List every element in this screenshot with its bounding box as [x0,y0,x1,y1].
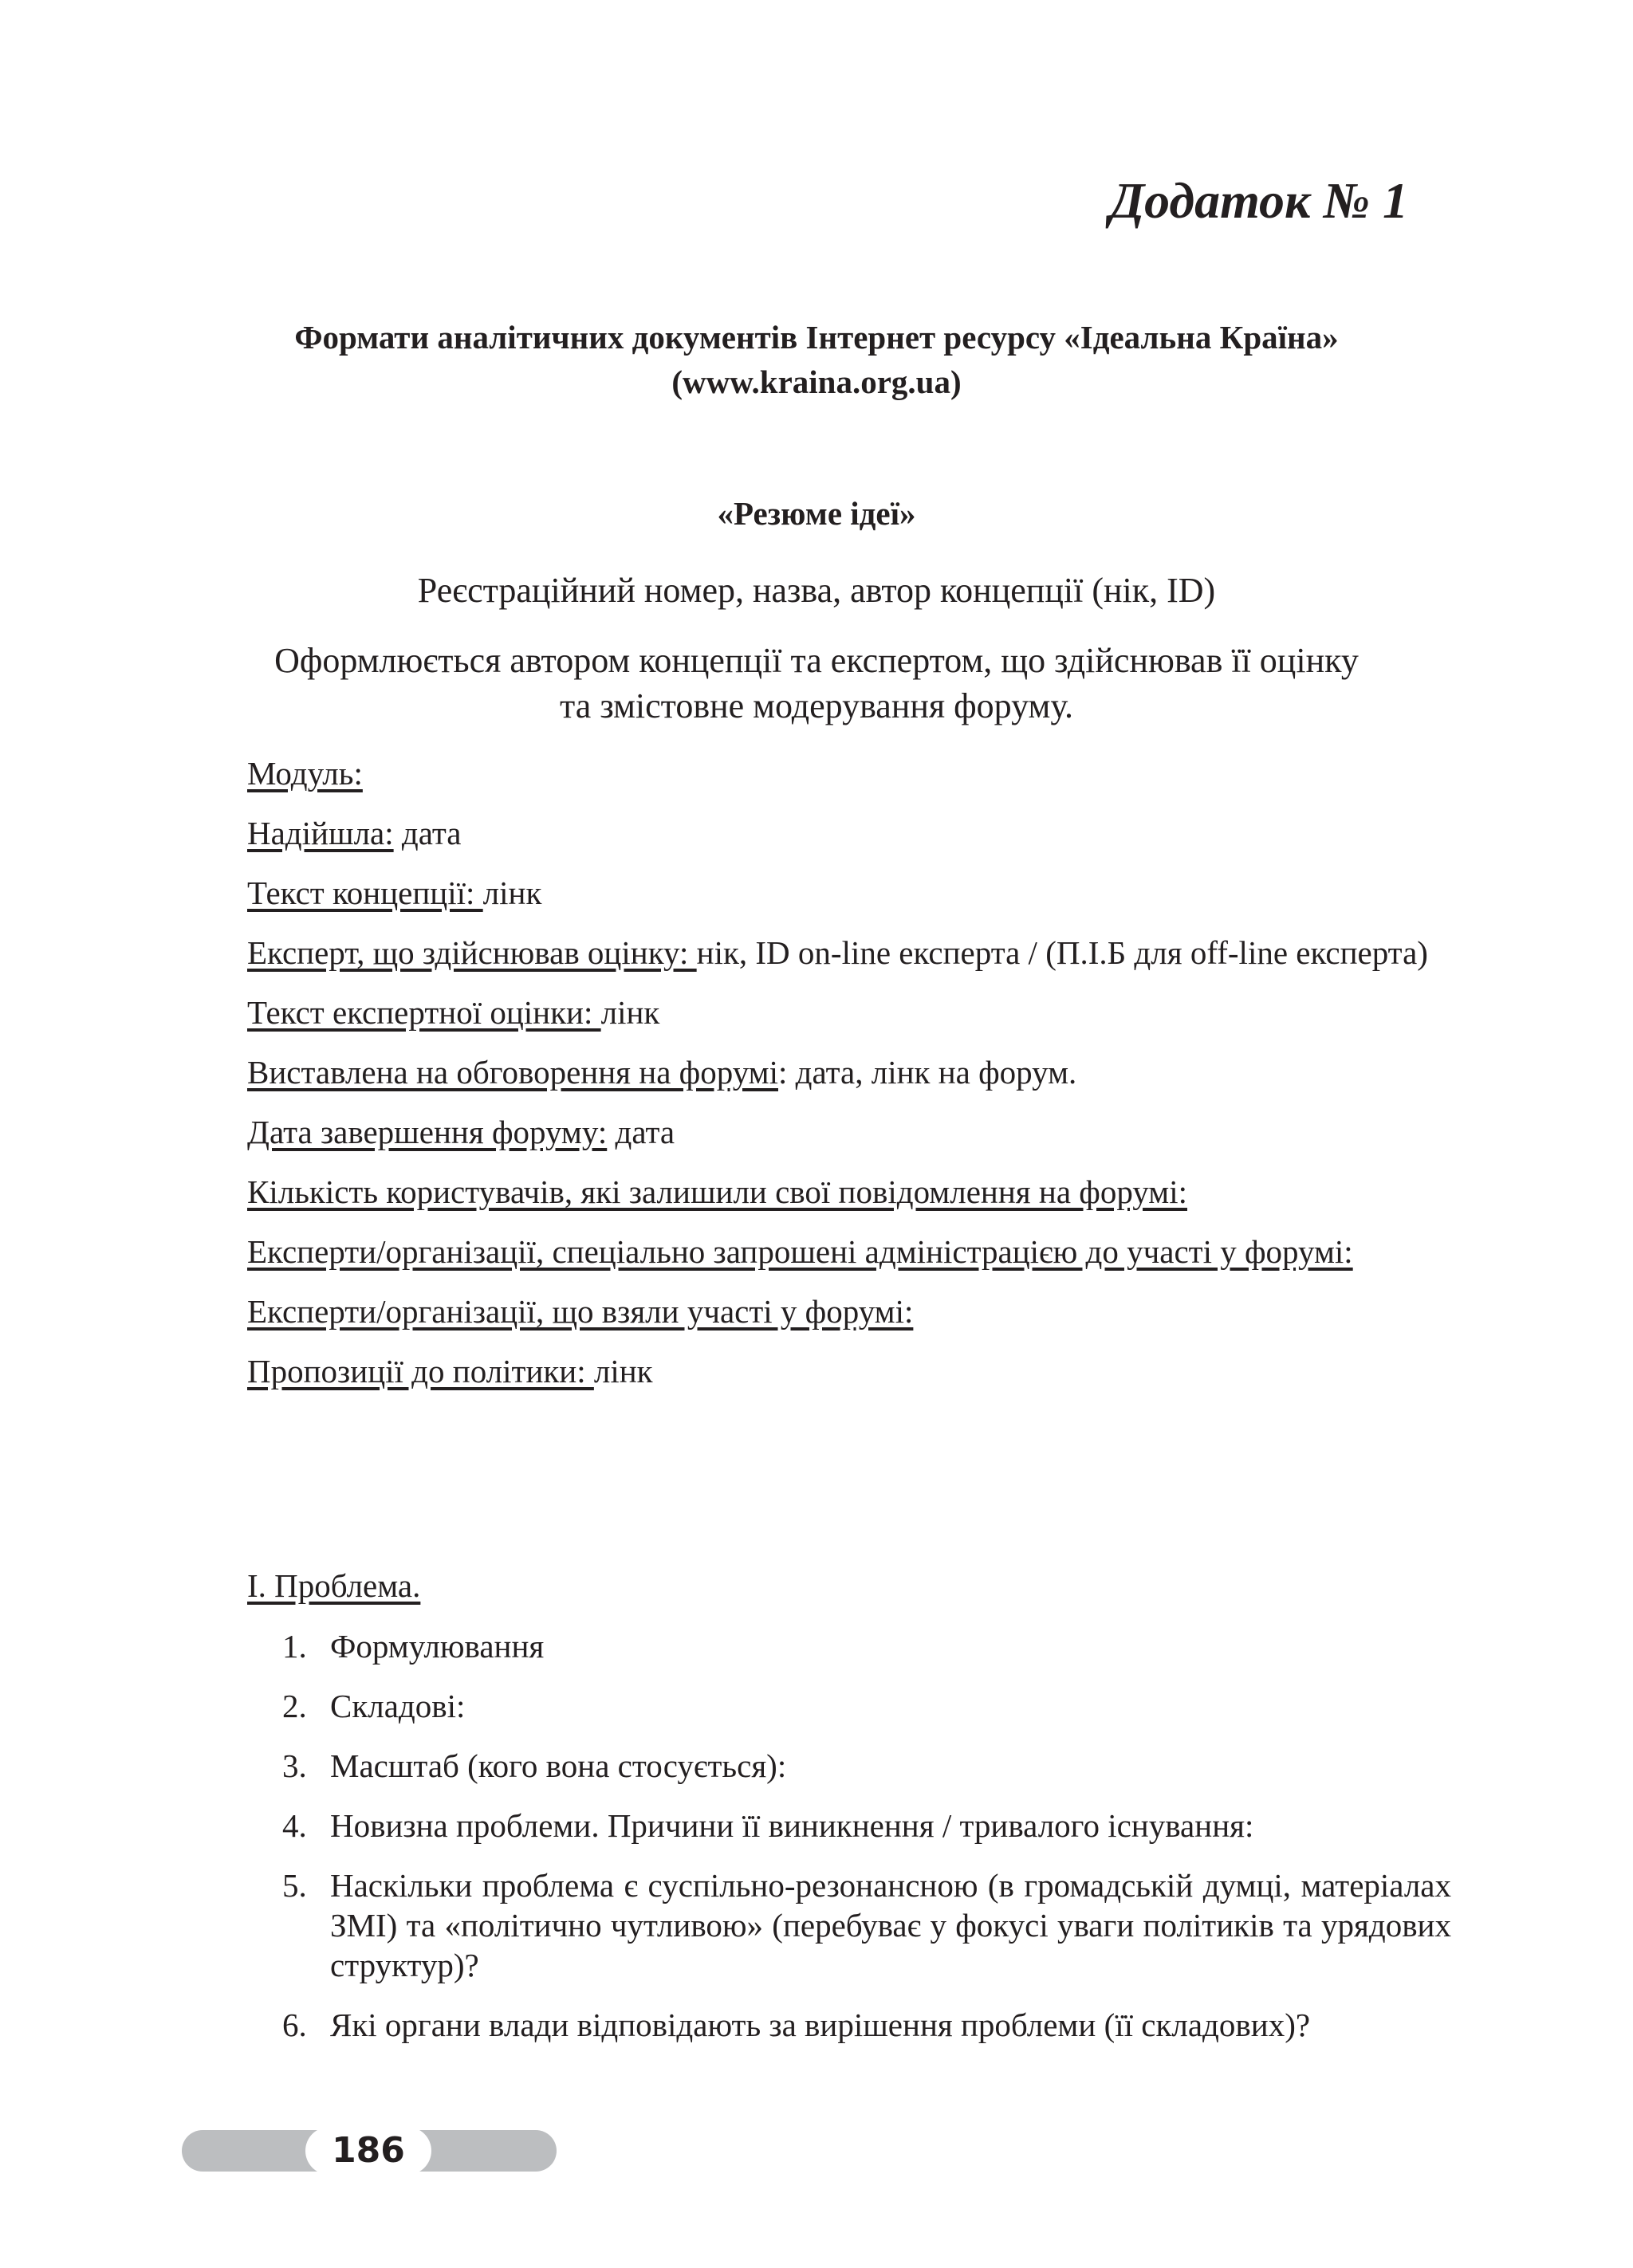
field-label: Кількість користувачів, які залишили свої повідомлення на форумі: [247,1173,1187,1210]
field-participating-experts [179,1291,1451,1331]
registration-line: Реєстраційний номер, назва, автор концепції (нік, ID) [417,571,1216,610]
page-number: 186 [305,2127,431,2175]
list-item-text: Складові: [330,1688,466,1724]
field-posted-forum [179,1052,1451,1092]
field-label: Виставлена на обговорення на форумі [247,1054,778,1091]
appendix-title: Додаток № 1 [1109,172,1408,229]
summary-fields [179,753,1451,1411]
field-expert-evaluation [179,992,1451,1032]
section-title: «Резюме ідеї» [717,495,916,532]
formed-by-note [0,638,1633,729]
field-value: лінк [593,1353,653,1389]
list-item-text: Новизна проблеми. Причини її виникнення / тривалого існування: [330,1807,1254,1844]
list-item-text: Формулювання [330,1628,545,1665]
list-item-number: 6. [282,2007,307,2043]
formed-by-line-1: Оформлюється автором концепції та експертом, що здійснював її оцінку [274,641,1359,680]
problem-heading: I. Проблема. [247,1567,421,1604]
document-title-line-1: Формати аналітичних документів Інтернет ресурсу «Ідеальна Країна» [294,319,1339,356]
list-item [247,1746,1451,1786]
field-value: лінк [482,875,542,911]
list-item-text: Наскільки проблема є суспільно-резонансною (в громадській думці, матеріалах ЗМІ) та «політично чутливою» (перебуває у фокусі уваги політиків та урядових структур)? [330,1867,1451,1983]
list-item-number: 4. [282,1807,307,1844]
field-label: Експерт, що здійснював оцінку: [247,934,697,971]
list-item [247,1865,1451,1985]
field-module [179,753,1451,793]
field-label: Пропозиції до політики: [247,1353,594,1389]
list-item-number: 5. [282,1867,307,1904]
list-item [247,1686,1451,1726]
list-item-text: Масштаб (кого вона стосується): [330,1747,787,1784]
field-policy-proposals [179,1351,1451,1391]
list-item-number: 1. [282,1628,307,1665]
field-label: Дата завершення форуму: [247,1114,608,1150]
list-item [247,1806,1451,1845]
field-concept-text [179,873,1451,913]
list-item [247,1626,1451,1666]
field-value: дата [393,815,462,851]
field-forum-end-date [179,1112,1451,1152]
list-item-number: 2. [282,1688,307,1724]
problem-list [247,1626,1451,2065]
field-value: : дата, лінк на форум. [778,1054,1077,1091]
field-expert [179,933,1451,973]
field-value: лінк [600,994,660,1031]
field-label: Модуль: [247,755,363,792]
list-item-text: Які органи влади відповідають за вирішення проблеми (її складових)? [330,2007,1311,2043]
list-item-number: 3. [282,1747,307,1784]
field-label: Текст експертної оцінки: [247,994,601,1031]
list-item [247,2005,1451,2045]
field-label: Надійшла: [247,815,394,851]
formed-by-line-2: та змістовне модерування форуму. [560,686,1073,725]
field-label: Експерти/організації, що взяли участі у форумі: [247,1293,914,1330]
field-received [179,813,1451,853]
document-title [0,315,1633,404]
field-label: Експерти/організації, спеціально запрошені адміністрацією до участі у форумі: [247,1233,1353,1270]
field-value: дата [607,1114,675,1150]
document-title-line-2: (www.kraina.org.ua) [671,364,962,400]
field-user-count [179,1172,1451,1212]
field-invited-experts [179,1232,1451,1272]
field-value: нік, ID on-line експерта / (П.І.Б для off-line експерта) [696,934,1428,971]
field-label: Текст концепції: [247,875,483,911]
